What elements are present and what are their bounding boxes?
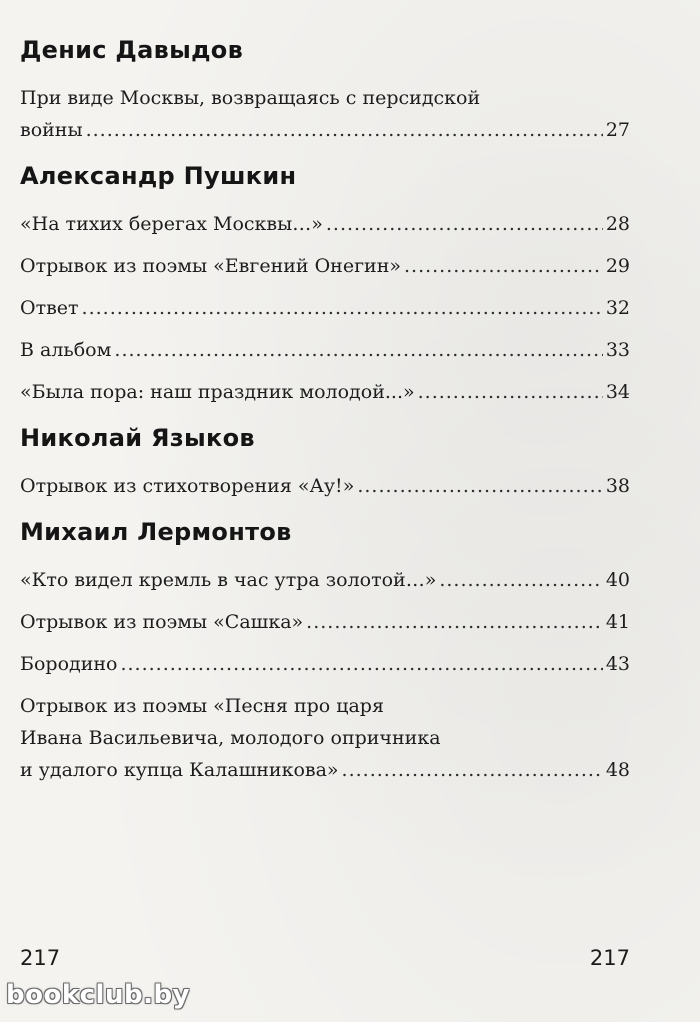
- dot-leader: [120, 648, 602, 680]
- entry-title: Отрывок из поэмы «Сашка»: [20, 611, 304, 633]
- dot-leader: [404, 250, 603, 282]
- entry-row: [20, 292, 630, 324]
- table-of-contents: [20, 34, 630, 796]
- entry-page-number: 43: [605, 653, 630, 675]
- author-heading: Николай Языков: [20, 424, 255, 452]
- dot-leader: [306, 606, 603, 638]
- entry-title: Отрывок из стихотворения «Ау!»: [20, 475, 355, 497]
- toc-section: [20, 516, 630, 786]
- toc-entry: [20, 376, 630, 408]
- entry-title: «На тихих берегах Москвы…»: [20, 213, 323, 235]
- toc-entry: [20, 690, 630, 786]
- entry-row: [20, 606, 630, 638]
- toc-entry: [20, 82, 630, 146]
- toc-section: [20, 34, 630, 146]
- entry-page-number: 34: [605, 381, 630, 403]
- entry-row: [20, 208, 630, 240]
- entry-title-line: Отрывок из поэмы «Песня про царя: [20, 695, 384, 717]
- watermark-logo: bookclub.by: [6, 980, 191, 1010]
- toc-section: [20, 160, 630, 408]
- entry-title: «Была пора: наш праздник молодой...»: [20, 381, 415, 403]
- entry-row: [20, 564, 630, 596]
- toc-entry: [20, 648, 630, 680]
- toc-entry: [20, 564, 630, 596]
- entry-page-number: 28: [605, 213, 630, 235]
- entry-title: Отрывок из поэмы «Евгений Онегин»: [20, 255, 401, 277]
- author-heading: Михаил Лермонтов: [20, 518, 292, 546]
- author-heading: Денис Давыдов: [20, 36, 244, 64]
- entry-page-number: 48: [605, 759, 630, 781]
- toc-entry: [20, 292, 630, 324]
- entry-page-number: 32: [605, 297, 630, 319]
- dot-leader: [342, 754, 603, 786]
- toc-entry: [20, 208, 630, 240]
- dot-leader: [82, 292, 603, 324]
- author-heading: Александр Пушкин: [20, 162, 297, 190]
- dot-leader: [357, 470, 602, 502]
- entry-title: Бородино: [20, 653, 118, 675]
- entry-row: [20, 334, 630, 366]
- entry-title: «Кто видел кремль в час утра золотой…»: [20, 569, 437, 591]
- entry-page-number: 27: [605, 119, 630, 141]
- toc-section: [20, 422, 630, 502]
- entry-page-number: 38: [605, 475, 630, 497]
- entry-title: Ответ: [20, 297, 79, 319]
- entry-row: [20, 470, 630, 502]
- dot-leader: [86, 114, 603, 146]
- entry-page-number: 41: [605, 611, 630, 633]
- entry-page-number: 29: [605, 255, 630, 277]
- entry-title: и удалого купца Калашникова»: [20, 759, 339, 781]
- entry-title: войны: [20, 119, 83, 141]
- entry-title-line: При виде Москвы, возвращаясь с персидской: [20, 87, 481, 109]
- toc-entry: [20, 250, 630, 282]
- entry-row: [20, 648, 630, 680]
- page-number-right: 217: [589, 946, 630, 970]
- dot-leader: [418, 376, 603, 408]
- page-number-left: 217: [20, 946, 61, 970]
- entry-title: В альбом: [20, 339, 112, 361]
- toc-entry: [20, 334, 630, 366]
- toc-entry: [20, 606, 630, 638]
- entry-row: [20, 114, 630, 146]
- entry-title-line: Ивана Васильевича, молодого опричника: [20, 727, 441, 749]
- dot-leader: [439, 564, 602, 596]
- entry-page-number: 33: [605, 339, 630, 361]
- entry-page-number: 40: [605, 569, 630, 591]
- entry-row: [20, 376, 630, 408]
- dot-leader: [114, 334, 602, 366]
- toc-entry: [20, 470, 630, 502]
- entry-row: [20, 250, 630, 282]
- dot-leader: [326, 208, 603, 240]
- entry-row: [20, 754, 630, 786]
